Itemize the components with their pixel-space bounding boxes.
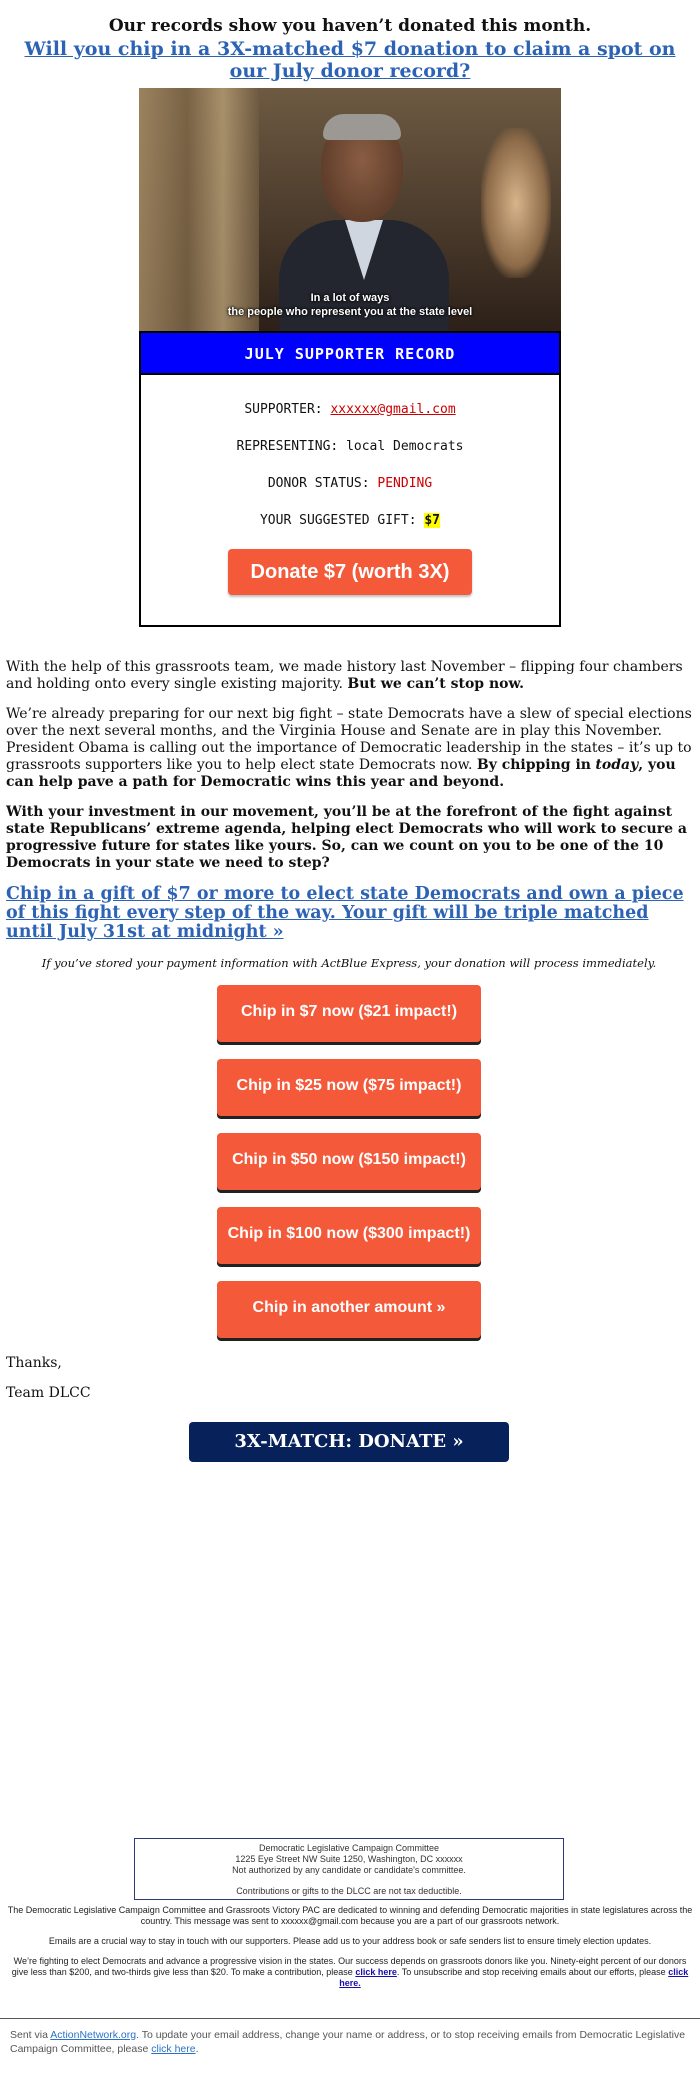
intro-question bbox=[22, 38, 678, 82]
chip-100-button[interactable]: Chip in $100 now ($300 impact!) bbox=[217, 1207, 481, 1264]
paragraph-2 bbox=[6, 706, 692, 791]
intro-question-link[interactable]: Will you chip in a 3X-matched $7 donation to claim a spot on our July donor record? bbox=[24, 38, 676, 82]
sent-via-bar bbox=[0, 2018, 700, 2056]
caption-line-2: the people who represent you at the state level bbox=[227, 306, 473, 318]
paragraph-2-text: We’re already preparing for our next big fight – state Democrats have a slew of special elections over the next several months, and the Virginia House and Senate are in play this November. President Obama is calling out the importance of Democratic leadership in the states – it’s up to grassroots supporters like you to help elect state Democrats now. bbox=[6, 706, 692, 773]
supporter-card bbox=[139, 88, 561, 627]
footer-paragraph-1: The Democratic Legislative Campaign Committee and Grassroots Victory PAC are dedicated to winning and defending Democratic majorities in state legislatures across the country. This message was sent to xxxxxx@gmail.com because you are a part of our grassroots network. bbox=[7, 1905, 693, 1926]
chip-50-button[interactable]: Chip in $50 now ($150 impact!) bbox=[217, 1133, 481, 1190]
contribute-link[interactable]: click here bbox=[355, 1967, 397, 1977]
update-preferences-link[interactable]: click here bbox=[151, 2043, 196, 2055]
chip-25-button[interactable]: Chip in $25 now ($75 impact!) bbox=[217, 1059, 481, 1116]
unsubscribe-link[interactable]: click here. bbox=[339, 1967, 689, 1988]
paragraph-2-emphasis: today bbox=[595, 757, 639, 773]
sent-via-middle: . To update your email address, change your name or address, or to stop receiving emails from Democratic Legislative Campaign Committee, please bbox=[10, 2029, 686, 2055]
chip-other-amount-button[interactable]: Chip in another amount » bbox=[217, 1281, 481, 1338]
representing-value: local Democrats bbox=[346, 439, 464, 454]
speaker-hair bbox=[323, 114, 401, 140]
actblue-note: If you’ve stored your payment information with ActBlue Express, your donation will process immediately. bbox=[41, 956, 657, 970]
status-row bbox=[141, 469, 559, 506]
intro-heading: Our records show you haven’t donated this month. bbox=[108, 16, 592, 36]
chip-in-link[interactable]: Chip in a gift of $7 or more to elect state Democrats and own a piece of this fight every step of the way. Your gift will be triple matched until July 31st at midnight » bbox=[6, 884, 684, 942]
address-line-2: 1225 Eye Street NW Suite 1250, Washington, DC xxxxxx bbox=[235, 1854, 463, 1864]
gift-value: $7 bbox=[424, 513, 441, 528]
gift-label: YOUR SUGGESTED GIFT: bbox=[259, 513, 417, 528]
supporter-label: SUPPORTER: bbox=[244, 402, 323, 417]
status-label: DONOR STATUS: bbox=[267, 476, 370, 491]
gift-row bbox=[141, 506, 559, 543]
paragraph-2-bold-a: By chipping in bbox=[476, 757, 591, 773]
chip-7-button[interactable]: Chip in $7 now ($21 impact!) bbox=[217, 985, 481, 1042]
email-body bbox=[2, 0, 698, 1462]
supporter-record bbox=[139, 331, 561, 627]
actionnetwork-link[interactable]: ActionNetwork.org bbox=[50, 2029, 137, 2041]
record-title: JULY SUPPORTER RECORD bbox=[141, 331, 559, 375]
video-caption bbox=[139, 291, 561, 319]
address-line-4: Contributions or gifts to the DLCC are not tax deductible. bbox=[236, 1886, 462, 1896]
representing-label: REPRESENTING: bbox=[236, 439, 339, 454]
representing-row bbox=[141, 432, 559, 469]
caption-line-1: In a lot of ways bbox=[310, 292, 390, 304]
sent-via-prefix: Sent via bbox=[10, 2029, 48, 2041]
address-box bbox=[134, 1838, 564, 1900]
sent-via-suffix: . bbox=[195, 2043, 199, 2055]
footer-p3-text-b: . To unsubscribe and stop receiving emails about our efforts, please bbox=[396, 1967, 666, 1977]
status-badge: PENDING bbox=[377, 476, 433, 491]
address-line-1: Democratic Legislative Campaign Committee bbox=[258, 1843, 440, 1853]
video-still-image[interactable] bbox=[139, 88, 561, 331]
chip-button-list bbox=[6, 985, 692, 1338]
footer-paragraph-2: Emails are a crucial way to stay in touch with our supporters. Please add us to your address book or safe senders list to ensure timely election updates. bbox=[48, 1936, 652, 1946]
footer bbox=[6, 1905, 694, 1998]
match-donate-button[interactable]: 3X-MATCH: DONATE » bbox=[189, 1422, 509, 1462]
lamp-background bbox=[481, 128, 551, 278]
paragraph-1-bold: But we can’t stop now. bbox=[347, 676, 524, 692]
donate-7-button[interactable]: Donate $7 (worth 3X) now » bbox=[228, 549, 472, 595]
footer-p3-text-a: We’re fighting to elect Democrats and advance a progressive vision in the states. Our success depends on grassroots donors like you. Ninety-eight percent of our donors give less than $200, and two-thirds give less than $20. To make a contribution, please bbox=[11, 1956, 687, 1977]
signoff-team: Team DLCC bbox=[6, 1385, 91, 1401]
paragraph-2-bold-b: , you can help pave a path for Democratic wins this year and beyond. bbox=[6, 757, 676, 790]
address-line-3: Not authorized by any candidate or candidate's committee. bbox=[232, 1865, 466, 1875]
signoff-thanks: Thanks, bbox=[6, 1355, 62, 1371]
letter-body bbox=[2, 627, 698, 1462]
paragraph-1 bbox=[6, 659, 692, 693]
paragraph-1-text: With the help of this grassroots team, we made history last November – flipping four chambers and holding onto every single existing majority. bbox=[6, 659, 683, 692]
supporter-row bbox=[141, 395, 559, 432]
footer-paragraph-3 bbox=[6, 1956, 694, 1989]
paragraph-3: With your investment in our movement, you’ll be at the forefront of the fight against state Republicans’ extreme agenda, helping elect Democrats who will work to secure a progressive future for states like yours. So, can we count on you to be one of the 10 Democrats in your state we need to step? bbox=[6, 804, 687, 871]
supporter-email-link[interactable]: xxxxxx@gmail.com bbox=[330, 402, 456, 417]
